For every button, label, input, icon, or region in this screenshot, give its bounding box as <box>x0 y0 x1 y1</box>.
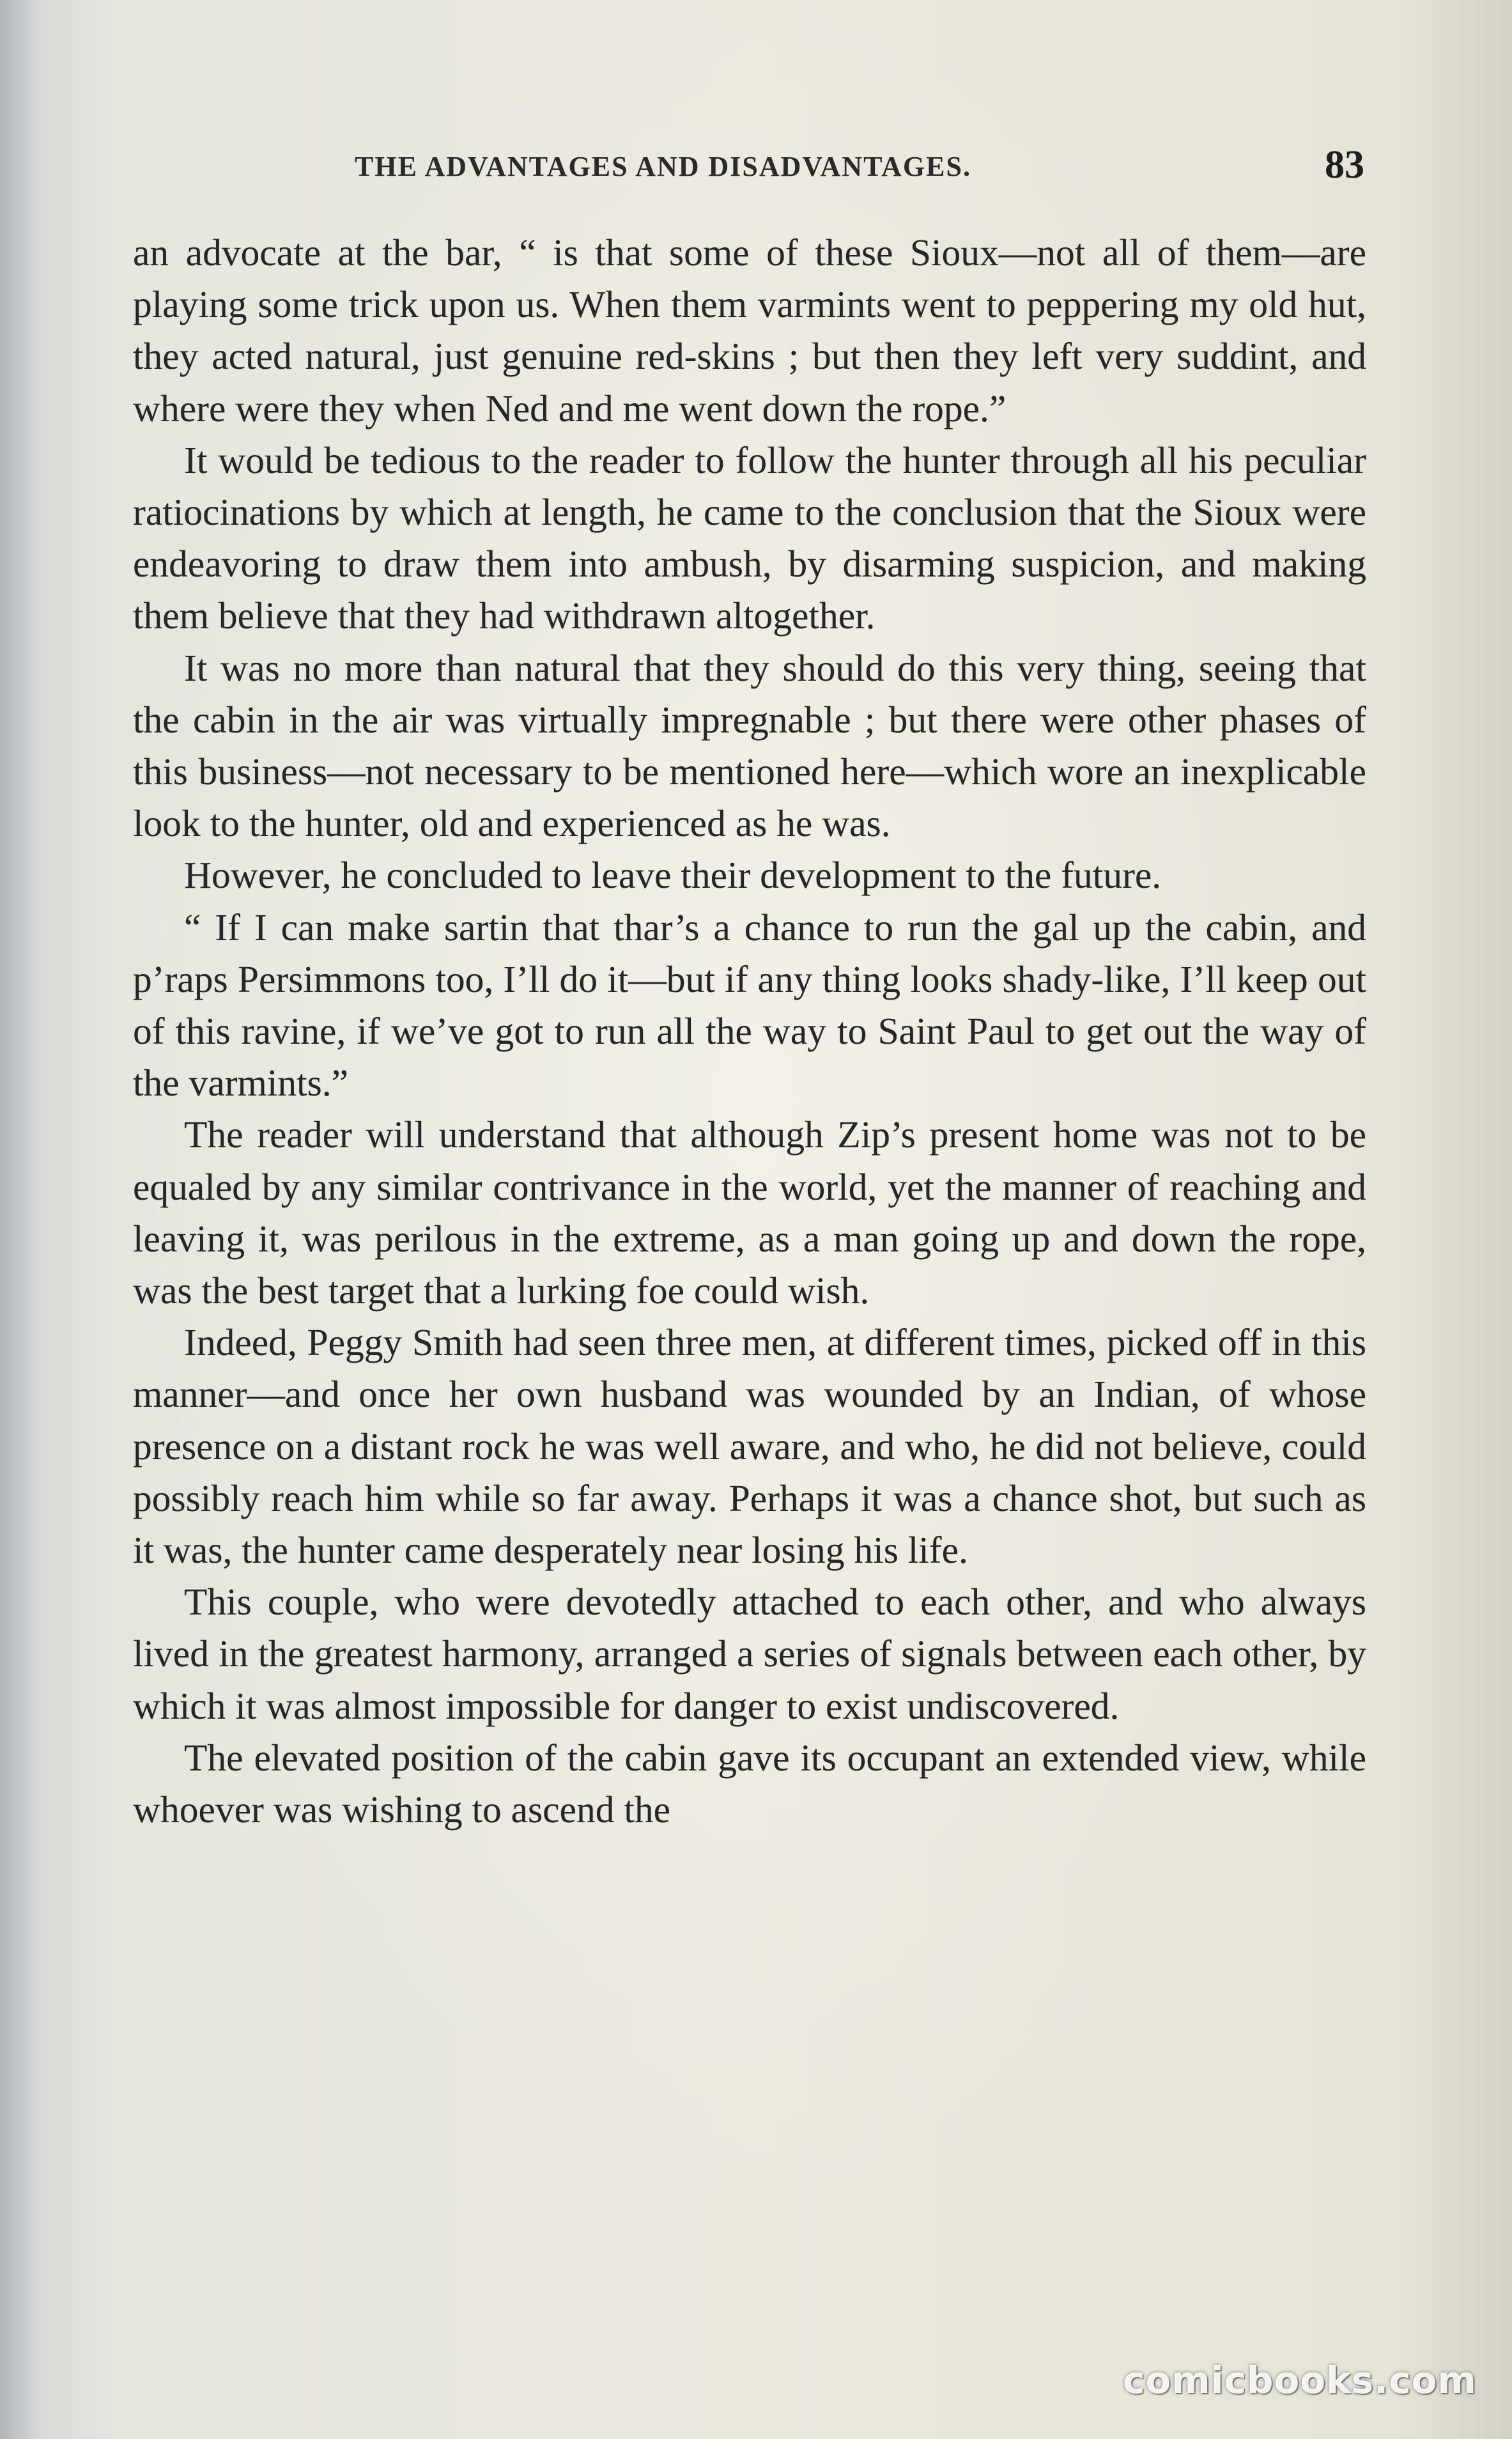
running-head: THE ADVANTAGES AND DISADVANTAGES. <box>355 151 971 182</box>
page-edge-shadow <box>0 0 38 2439</box>
page-header <box>128 131 1371 201</box>
paragraph: Indeed, Peggy Smith had seen three men, at different times, picked off in this manner—and once her own husband was wounded by an Indian, of whose presence on a distant rock he was well aware, and who, he did not believe, could possibly reach him while so far away. Perhaps it was a chance shot, but such as it was, the hunter came desperately near losing his life. <box>133 1321 1366 1572</box>
paragraph: an advocate at the bar, “ is that some of these Sioux—not all of them—are playing some trick upon us. When them varmints went to peppering my old hut, they acted natural, just genuine red-skins ; but then they left very suddint, and where were they when Ned and me went down the rope.” <box>133 231 1366 430</box>
paragraph: The reader will understand that although Zip’s present home was not to be equaled by any similar contrivance in the world, yet the manner of reaching and leaving it, was perilous in the extreme, as a man going up and down the rope, was the best target that a lurking foe could wish. <box>133 1113 1366 1312</box>
body-text <box>133 227 1366 1836</box>
paragraph: It would be tedious to the reader to follow the hunter through all his peculiar ratiocinations by which at length, he came to the conclusion that the Sioux were endeavoring to draw them into ambush, by disarming suspicion, and making them believe that they had withdrawn altogether. <box>133 438 1366 637</box>
paragraph: However, he concluded to leave their development to the future. <box>184 854 1162 897</box>
watermark: comicbooks.com <box>1123 2358 1477 2402</box>
page-number: 83 <box>1325 143 1364 187</box>
paragraph: It was no more than natural that they should do this very thing, seeing that the cabin in the air was virtually impregnable ; but there were other phases of this business—not necessary to be mentioned here—which wore an inexplicable look to the hunter, old and experienced as he was. <box>133 646 1366 845</box>
paragraph: “ If I can make sartin that thar’s a chance to run the gal up the cabin, and p’raps Persimmons too, I’ll do it—but if any thing looks shady-like, I’ll keep out of this ravine, if we’ve got to run all the way to Saint Paul to get out the way of the varmints.” <box>133 906 1366 1104</box>
paragraph: This couple, who were devotedly attached to each other, and who always lived in the greatest harmony, arranged a series of signals between each other, by which it was almost impossible for danger to exist undiscovered. <box>133 1581 1366 1727</box>
paragraph: The elevated position of the cabin gave its occupant an extended view, while whoever was wishing to ascend the <box>133 1736 1366 1831</box>
